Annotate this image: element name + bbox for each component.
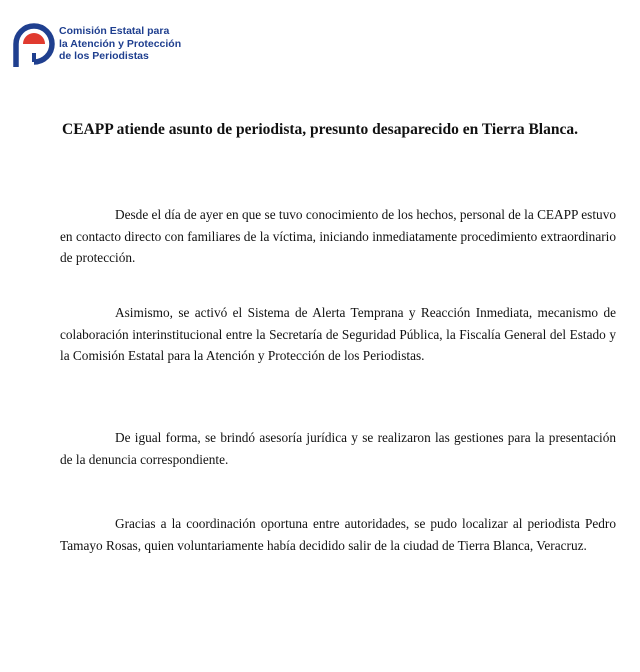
letterhead [12,22,181,68]
org-name-line-1: Comisión Estatal para [59,25,170,37]
organization-name [59,25,181,63]
paragraph-2: Asimismo, se activó el Sistema de Alerta Temprana y Reacción Inmediata, mecanismo de colaboración interinstitucional entre la Secretaría de Seguridad Pública, la Fiscalía General del Estado y la Comisión Estatal para la Atención y Protección de los Periodistas. [60,305,616,363]
ceapp-logo-icon [12,22,56,68]
document-title: CEAPP atiende asunto de periodista, presunto desaparecido en Tierra Blanca. [62,121,578,138]
paragraph-1: Desde el día de ayer en que se tuvo conocimiento de los hechos, personal de la CEAPP estuvo en contacto directo con familiares de la víctima, iniciando inmediatamente procedimiento extraordinario de protección. [60,207,616,265]
org-name-line-3: de los Periodistas [59,50,149,62]
org-name-line-2: la Atención y Protección [59,37,182,50]
paragraph-3: De igual forma, se brindó asesoría jurídica y se realizaron las gestiones para la presentación de la denuncia correspondiente. [60,430,616,467]
paragraph-4: Gracias a la coordinación oportuna entre autoridades, se pudo localizar al periodista Pedro Tamayo Rosas, quien voluntariamente había decidido salir de la ciudad de Tierra Blanca, Veracruz. [60,516,616,553]
